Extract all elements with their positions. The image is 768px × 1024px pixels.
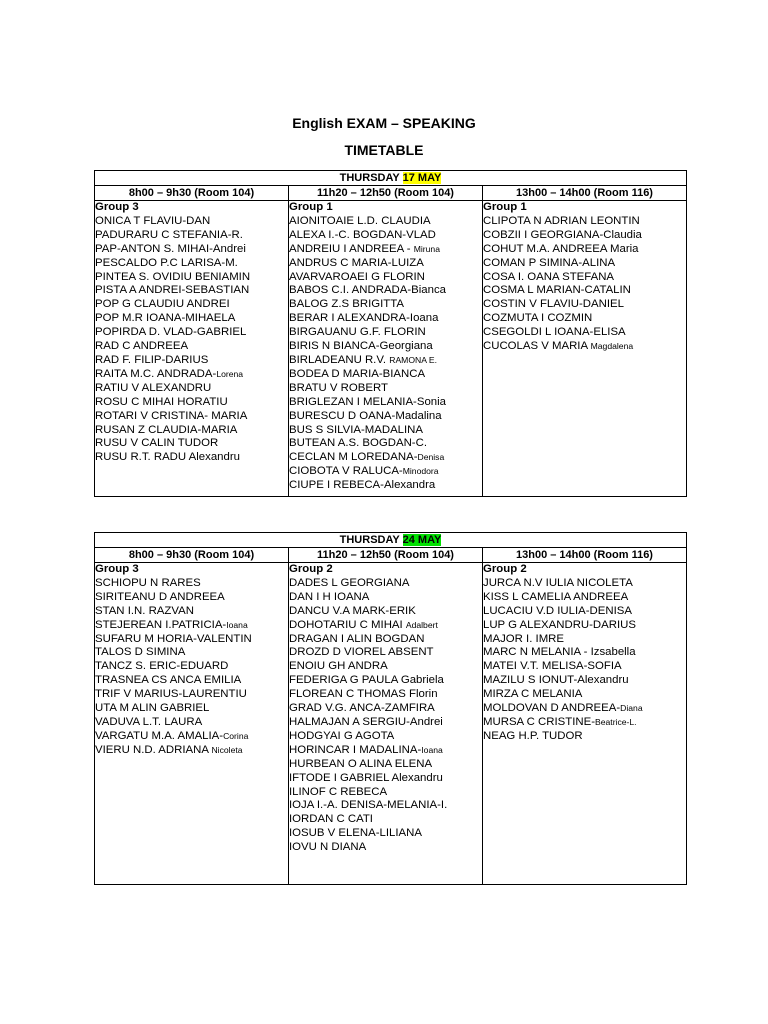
student-name xyxy=(95,284,288,298)
day-timetable xyxy=(94,170,687,497)
student-name xyxy=(289,674,482,688)
student-name-main: CIOBOTA V RALUCA- xyxy=(289,465,403,478)
time-slot-header: 8h00 – 9h30 (Room 104) xyxy=(95,548,289,563)
student-name-main: DOHOTARIU C MIHAI xyxy=(289,618,406,631)
student-name xyxy=(289,354,482,368)
day-header xyxy=(95,171,687,186)
day-date-highlight: 17 MAY xyxy=(402,172,442,184)
student-name xyxy=(289,326,482,340)
student-name-main: HALMAJAN A SERGIU-Andrei xyxy=(289,715,443,728)
student-name-main: SUFARU M HORIA-VALENTIN xyxy=(95,632,252,645)
student-name xyxy=(289,312,482,326)
student-name-main: SIRITEANU D ANDREEA xyxy=(95,590,225,603)
student-name-main: PADURARU C STEFANIA-R. xyxy=(95,228,243,241)
student-name-main: DADES L GEORGIANA xyxy=(289,576,410,589)
student-name xyxy=(95,716,288,730)
student-name-main: ENOIU GH ANDRA xyxy=(289,660,388,673)
student-name-main: MOLDOVAN D ANDREEA- xyxy=(483,702,621,715)
student-name-main: BIRIS N BIANCA-Georgiana xyxy=(289,340,433,353)
student-name xyxy=(289,382,482,396)
student-name xyxy=(483,243,686,257)
student-name-main: RAD F. FILIP-DARIUS xyxy=(95,353,209,366)
student-name-main: TRASNEA CS ANCA EMILIA xyxy=(95,674,242,687)
student-name xyxy=(483,257,686,271)
student-name-main: HODGYAI G AGOTA xyxy=(289,729,395,742)
student-name-main: BRATU V ROBERT xyxy=(289,381,388,394)
student-name-main: RAITA M.C. ANDRADA- xyxy=(95,367,217,380)
page-title: English EXAM – SPEAKING xyxy=(292,115,476,131)
student-name-main: RATIU V ALEXANDRU xyxy=(95,381,212,394)
student-name xyxy=(483,215,686,229)
student-name-main: CIUPE I REBECA-Alexandra xyxy=(289,479,436,492)
student-name-main: RUSU V CALIN TUDOR xyxy=(95,437,219,450)
student-name xyxy=(95,298,288,312)
page-subtitle: TIMETABLE xyxy=(344,142,424,158)
student-name-main: MARC N MELANIA - Izsabella xyxy=(483,646,636,659)
student-name xyxy=(95,437,288,451)
student-name-main: DRAGAN I ALIN BOGDAN xyxy=(289,632,425,645)
student-name-main: BODEA D MARIA-BIANCA xyxy=(289,367,426,380)
student-name xyxy=(95,674,288,688)
student-name xyxy=(95,354,288,368)
student-list-cell xyxy=(289,201,483,497)
student-name-main: POPIRDA D. VLAD-GABRIEL xyxy=(95,326,247,339)
student-name xyxy=(289,479,482,493)
student-name xyxy=(95,619,288,633)
student-name-main: BUTEAN A.S. BOGDAN-C. xyxy=(289,437,427,450)
student-name xyxy=(483,229,686,243)
student-name xyxy=(95,633,288,647)
student-name-main: LUP G ALEXANDRU-DARIUS xyxy=(483,618,636,631)
student-name xyxy=(483,633,686,647)
student-name-main: MAZILU S IONUT-Alexandru xyxy=(483,674,629,687)
student-name-main: PISTA A ANDREI-SEBASTIAN xyxy=(95,284,250,297)
student-name xyxy=(483,605,686,619)
group-label: Group 2 xyxy=(483,563,527,575)
student-name-main: IFTODE I GABRIEL Alexandru xyxy=(289,771,443,784)
time-slot-header: 8h00 – 9h30 (Room 104) xyxy=(95,186,289,201)
day-name: THURSDAY xyxy=(339,534,400,546)
student-name xyxy=(289,215,482,229)
student-name-main: PESCALDO P.C LARISA-M. xyxy=(95,256,238,269)
student-name xyxy=(483,619,686,633)
student-name xyxy=(289,340,482,354)
student-name-main: COZMUTA I COZMIN xyxy=(483,312,593,325)
time-slot-header: 11h20 – 12h50 (Room 104) xyxy=(289,548,483,563)
student-name xyxy=(483,271,686,285)
student-name-extra: RAMONA E. xyxy=(389,354,437,365)
group-label: Group 2 xyxy=(289,563,333,575)
time-slot-header: 11h20 – 12h50 (Room 104) xyxy=(289,186,483,201)
student-name xyxy=(95,646,288,660)
student-name xyxy=(95,396,288,410)
student-name-main: TANCZ S. ERIC-EDUARD xyxy=(95,660,229,673)
student-name xyxy=(95,577,288,591)
student-name-main: SCHIOPU N RARES xyxy=(95,576,201,589)
student-name-main: IORDAN C CATI xyxy=(289,813,373,826)
student-name-extra: Miruna xyxy=(413,243,440,254)
student-name-main: IOSUB V ELENA-LILIANA xyxy=(289,827,422,840)
student-name xyxy=(289,633,482,647)
student-name xyxy=(289,716,482,730)
student-name xyxy=(289,451,482,465)
student-name-main: POP G CLAUDIU ANDREI xyxy=(95,298,230,311)
student-name xyxy=(95,451,288,465)
student-name-main: JURCA N.V IULIA NICOLETA xyxy=(483,576,633,589)
student-name-main: COSTIN V FLAVIU-DANIEL xyxy=(483,298,624,311)
student-name-main: NEAG H.P. TUDOR xyxy=(483,729,583,742)
student-name-main: DAN I H IOANA xyxy=(289,590,370,603)
student-name-main: HORINCAR I MADALINA- xyxy=(289,743,422,756)
student-list-cell xyxy=(289,563,483,885)
student-list-cell xyxy=(483,201,687,497)
student-name xyxy=(289,396,482,410)
student-name xyxy=(483,340,686,354)
student-name-main: BUS S SILVIA-MADALINA xyxy=(289,423,423,436)
student-name xyxy=(289,410,482,424)
student-name xyxy=(483,591,686,605)
student-name xyxy=(95,660,288,674)
day-timetable xyxy=(94,532,687,885)
student-name xyxy=(289,437,482,451)
student-name xyxy=(289,577,482,591)
student-name-main: CUCOLAS V MARIA xyxy=(483,340,591,353)
student-name xyxy=(289,730,482,744)
student-name xyxy=(483,688,686,702)
student-name-main: CLIPOTA N ADRIAN LEONTIN xyxy=(483,214,640,227)
student-name-main: MAJOR I. IMRE xyxy=(483,632,565,645)
student-name-main: STEJEREAN I.PATRICIA- xyxy=(95,618,227,631)
day-header xyxy=(95,533,687,548)
student-name-main: DROZD D VIOREL ABSENT xyxy=(289,646,434,659)
student-name xyxy=(95,382,288,396)
student-name-extra: Adalbert xyxy=(405,619,438,630)
student-name-main: FLOREAN C THOMAS Florin xyxy=(289,688,438,701)
student-name xyxy=(483,298,686,312)
student-name xyxy=(95,410,288,424)
student-name xyxy=(483,646,686,660)
student-name-main: CECLAN M LOREDANA- xyxy=(289,451,418,464)
student-list-cell xyxy=(95,563,289,885)
student-name-main: MURSA C CRISTINE- xyxy=(483,715,596,728)
student-name xyxy=(289,660,482,674)
student-name xyxy=(483,716,686,730)
student-name-main: BIRGAUANU G.F. FLORIN xyxy=(289,326,426,339)
student-name xyxy=(289,243,482,257)
group-label: Group 3 xyxy=(95,563,139,575)
group-label: Group 1 xyxy=(289,201,333,213)
student-name xyxy=(289,619,482,633)
student-name-main: RUSAN Z CLAUDIA-MARIA xyxy=(95,423,238,436)
student-name xyxy=(95,243,288,257)
student-name xyxy=(95,229,288,243)
student-name-main: ROSU C MIHAI HORATIU xyxy=(95,395,228,408)
student-name xyxy=(95,702,288,716)
student-name-main: MATEI V.T. MELISA-SOFIA xyxy=(483,660,622,673)
student-name-main: AVARVAROAEI G FLORIN xyxy=(289,270,425,283)
student-name xyxy=(483,577,686,591)
student-name xyxy=(483,326,686,340)
student-name xyxy=(289,646,482,660)
student-name-extra: Ioana xyxy=(226,619,248,630)
student-name-extra: Denisa xyxy=(417,452,445,463)
student-name xyxy=(289,229,482,243)
student-name-main: BALOG Z.S BRIGITTA xyxy=(289,298,404,311)
student-name-main: GRAD V.G. ANCA-ZAMFIRA xyxy=(289,702,435,715)
student-name xyxy=(95,326,288,340)
student-name xyxy=(289,271,482,285)
student-name-main: MIRZA C MELANIA xyxy=(483,688,583,701)
student-name xyxy=(95,215,288,229)
student-name xyxy=(95,605,288,619)
student-name-main: BERAR I ALEXANDRA-Ioana xyxy=(289,312,439,325)
student-name xyxy=(95,730,288,744)
student-name xyxy=(289,424,482,438)
student-name-main: ALEXA I.-C. BOGDAN-VLAD xyxy=(289,228,436,241)
student-name xyxy=(483,674,686,688)
student-name xyxy=(289,827,482,841)
student-name-main: COSMA L MARIAN-CATALIN xyxy=(483,284,631,297)
student-name-main: STAN I.N. RAZVAN xyxy=(95,604,194,617)
student-name-main: IOJA I.-A. DENISA-MELANIA-I. xyxy=(289,799,448,812)
student-name-main: BURESCU D OANA-Madalina xyxy=(289,409,442,422)
student-name-main: ROTARI V CRISTINA- MARIA xyxy=(95,409,248,422)
student-name-main: FEDERIGA G PAULA Gabriela xyxy=(289,674,444,687)
student-name-main: LUCACIU V.D IULIA-DENISA xyxy=(483,604,632,617)
group-label: Group 3 xyxy=(95,201,139,213)
student-name xyxy=(289,298,482,312)
student-name-main: ONICA T FLAVIU-DAN xyxy=(95,214,211,227)
student-name-extra: Ioana xyxy=(421,744,443,755)
student-name xyxy=(289,605,482,619)
student-name xyxy=(95,340,288,354)
student-name-main: DANCU V.A MARK-ERIK xyxy=(289,604,416,617)
student-name-main: PINTEA S. OVIDIU BENIAMIN xyxy=(95,270,251,283)
student-name xyxy=(289,368,482,382)
student-name-main: VARGATU M.A. AMALIA- xyxy=(95,729,224,742)
student-name xyxy=(95,688,288,702)
student-name xyxy=(289,841,482,855)
student-name xyxy=(95,424,288,438)
student-name xyxy=(483,284,686,298)
student-name xyxy=(95,257,288,271)
day-name: THURSDAY xyxy=(339,172,400,184)
student-name-extra: Lorena xyxy=(216,368,244,379)
student-name xyxy=(289,786,482,800)
student-name-extra: Nicoleta xyxy=(211,744,243,755)
student-name-extra: Corina xyxy=(223,730,249,741)
student-name-main: VADUVA L.T. LAURA xyxy=(95,715,203,728)
student-name xyxy=(289,702,482,716)
student-name xyxy=(289,813,482,827)
student-name xyxy=(483,730,686,744)
student-name xyxy=(95,368,288,382)
student-name xyxy=(289,799,482,813)
student-name-main: KISS L CAMELIA ANDREEA xyxy=(483,590,629,603)
student-name-main: PAP-ANTON S. MIHAI-Andrei xyxy=(95,242,246,255)
student-name xyxy=(95,744,288,758)
student-name xyxy=(483,312,686,326)
student-name xyxy=(289,758,482,772)
student-name xyxy=(289,257,482,271)
day-date-highlight: 24 MAY xyxy=(402,534,442,546)
student-name xyxy=(289,465,482,479)
student-name xyxy=(483,702,686,716)
student-name-main: BABOS C.I. ANDRADA-Bianca xyxy=(289,284,446,297)
student-name-main: BRIGLEZAN I MELANIA-Sonia xyxy=(289,395,446,408)
student-name xyxy=(95,312,288,326)
student-name xyxy=(95,591,288,605)
student-name xyxy=(289,688,482,702)
student-name-extra: Magdalena xyxy=(590,341,634,352)
student-name-main: RAD C ANDREEA xyxy=(95,340,189,353)
student-name xyxy=(289,284,482,298)
student-name-main: HURBEAN O ALINA ELENA xyxy=(289,757,433,770)
student-name-main: BIRLADEANU R.V. xyxy=(289,353,390,366)
student-name-extra: Minodora xyxy=(402,466,439,477)
student-name-main: VIERU N.D. ADRIANA xyxy=(95,743,212,756)
student-name-extra: Diana xyxy=(620,703,643,714)
student-list-cell xyxy=(95,201,289,497)
student-name-main: AIONITOAIE L.D. CLAUDIA xyxy=(289,214,431,227)
group-label: Group 1 xyxy=(483,201,527,213)
student-name-main: POP M.R IOANA-MIHAELA xyxy=(95,312,236,325)
student-name-main: ANDRUS C MARIA-LUIZA xyxy=(289,256,424,269)
time-slot-header: 13h00 – 14h00 (Room 116) xyxy=(483,186,687,201)
student-name-main: ANDREIU I ANDREEA - xyxy=(289,242,414,255)
student-name xyxy=(289,772,482,786)
time-slot-header: 13h00 – 14h00 (Room 116) xyxy=(483,548,687,563)
student-name-main: TALOS D SIMINA xyxy=(95,646,186,659)
student-name-main: RUSU R.T. RADU Alexandru xyxy=(95,451,240,464)
student-name-main: ILINOF C REBECA xyxy=(289,785,388,798)
student-name-main: COMAN P SIMINA-ALINA xyxy=(483,256,616,269)
student-name-main: COHUT M.A. ANDREEA Maria xyxy=(483,242,639,255)
student-name-extra: Beatrice-L. xyxy=(595,716,637,727)
student-name xyxy=(483,660,686,674)
student-name-main: COBZII I GEORGIANA-Claudia xyxy=(483,228,642,241)
student-list-cell xyxy=(483,563,687,885)
student-name-main: TRIF V MARIUS-LAURENTIU xyxy=(95,688,247,701)
student-name-main: COSA I. OANA STEFANA xyxy=(483,270,615,283)
student-name xyxy=(289,744,482,758)
student-name xyxy=(289,591,482,605)
student-name-main: CSEGOLDI L IOANA-ELISA xyxy=(483,326,626,339)
student-name-main: UTA M ALIN GABRIEL xyxy=(95,702,210,715)
student-name-main: IOVU N DIANA xyxy=(289,841,367,854)
student-name xyxy=(95,271,288,285)
